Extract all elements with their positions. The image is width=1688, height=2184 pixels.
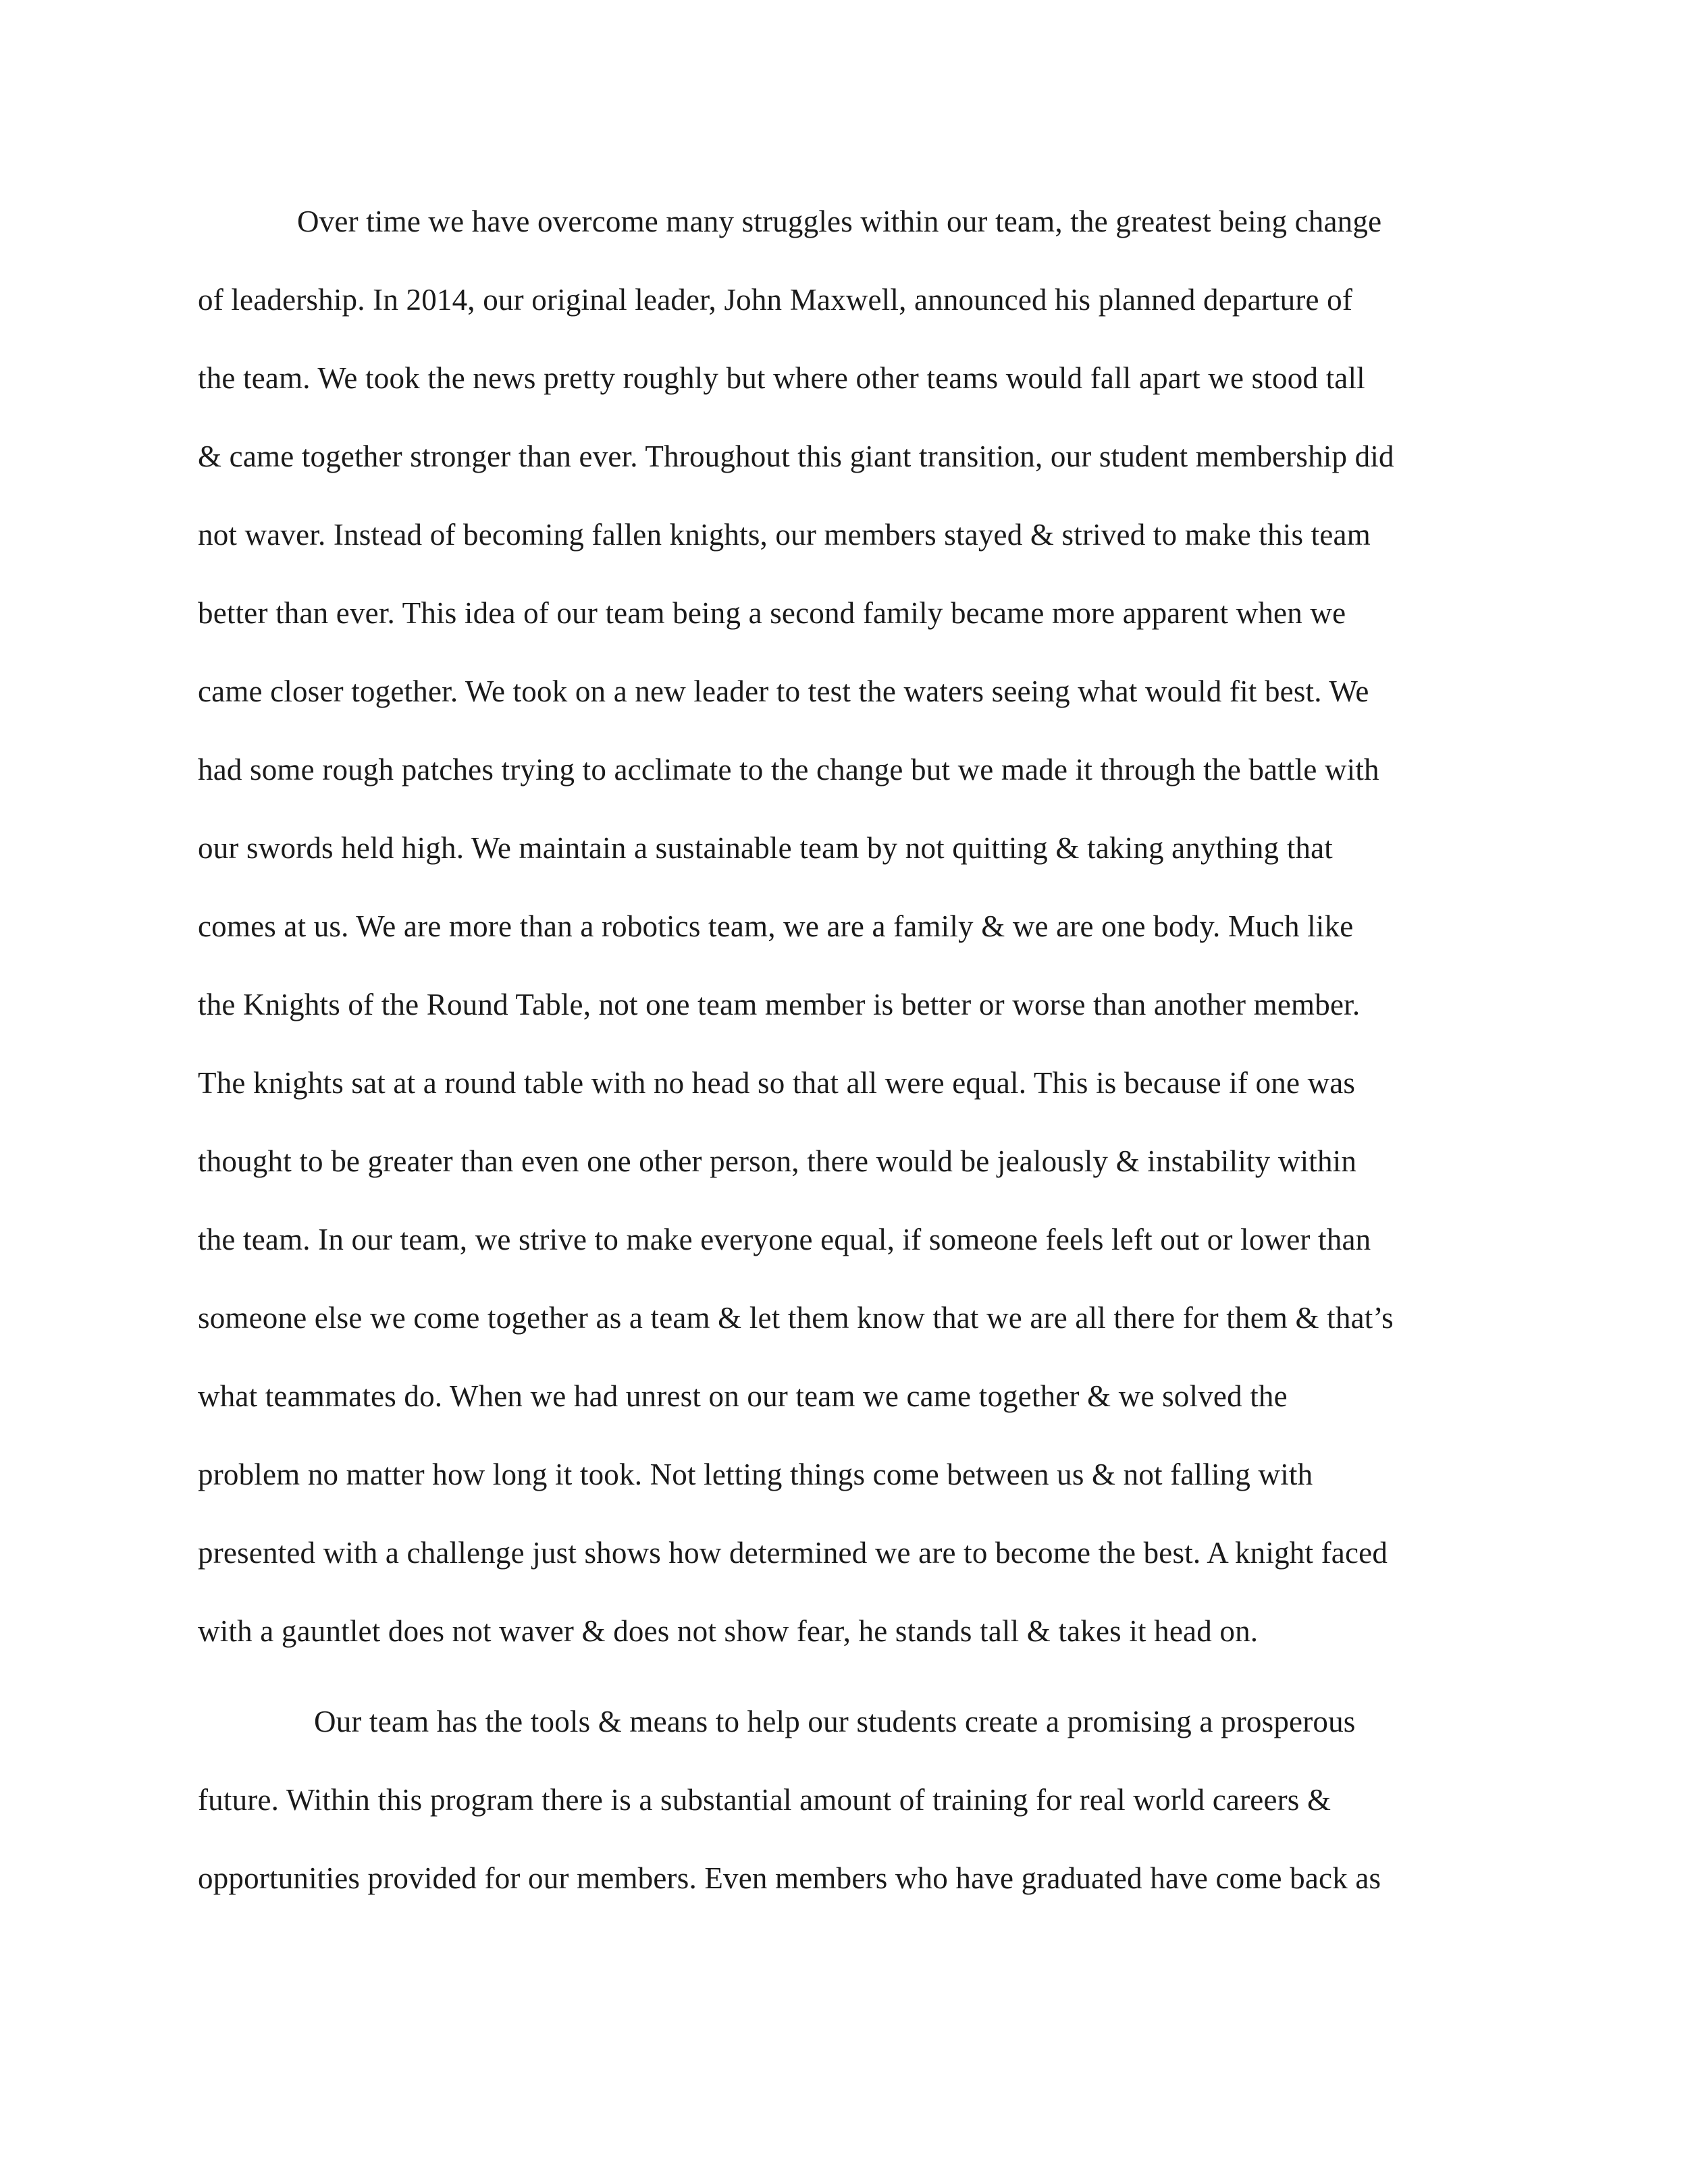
text-line: with a gauntlet does not waver & does not show fear, he stands tall & takes it head on. (198, 1614, 1259, 1648)
text-line: better than ever. This idea of our team being a second family became more apparent when we (198, 596, 1346, 630)
text-line: comes at us. We are more than a robotics team, we are a family & we are one body. Much like (198, 909, 1354, 943)
text-line: someone else we come together as a team & let them know that we are all there for them & that’s (198, 1301, 1394, 1335)
text-line: our swords held high. We maintain a sustainable team by not quitting & taking anything that (198, 831, 1333, 865)
text-line: thought to be greater than even one other person, there would be jealously & instability within (198, 1144, 1357, 1178)
text-line: Over time we have overcome many struggles within our team, the greatest being change (297, 205, 1382, 238)
text-line: the team. In our team, we strive to make everyone equal, if someone feels left out or lower than (198, 1223, 1371, 1256)
text-line: The knights sat at a round table with no head so that all were equal. This is because if one was (198, 1066, 1356, 1100)
text-line: not waver. Instead of becoming fallen knights, our members stayed & strived to make this team (198, 518, 1371, 552)
text-line: opportunities provided for our members. Even members who have graduated have come back as (198, 1861, 1381, 1895)
text-line: had some rough patches trying to acclimate to the change but we made it through the battle with (198, 753, 1379, 787)
text-line: presented with a challenge just shows how determined we are to become the best. A knight faced (198, 1536, 1388, 1570)
text-line: Our team has the tools & means to help our students create a promising a prosperous (314, 1705, 1356, 1738)
text-line: came closer together. We took on a new leader to test the waters seeing what would fit best. We (198, 674, 1369, 708)
text-line: problem no matter how long it took. Not letting things come between us & not falling with (198, 1458, 1313, 1491)
text-line: of leadership. In 2014, our original leader, John Maxwell, announced his planned departure of (198, 283, 1353, 317)
text-line: the Knights of the Round Table, not one team member is better or worse than another member. (198, 988, 1361, 1021)
text-line: the team. We took the news pretty roughly but where other teams would fall apart we stood tall (198, 361, 1365, 395)
text-line: future. Within this program there is a substantial amount of training for real world careers & (198, 1783, 1331, 1817)
text-line: what teammates do. When we had unrest on our team we came together & we solved the (198, 1379, 1288, 1413)
text-line: & came together stronger than ever. Throughout this giant transition, our student membership did (198, 440, 1394, 473)
